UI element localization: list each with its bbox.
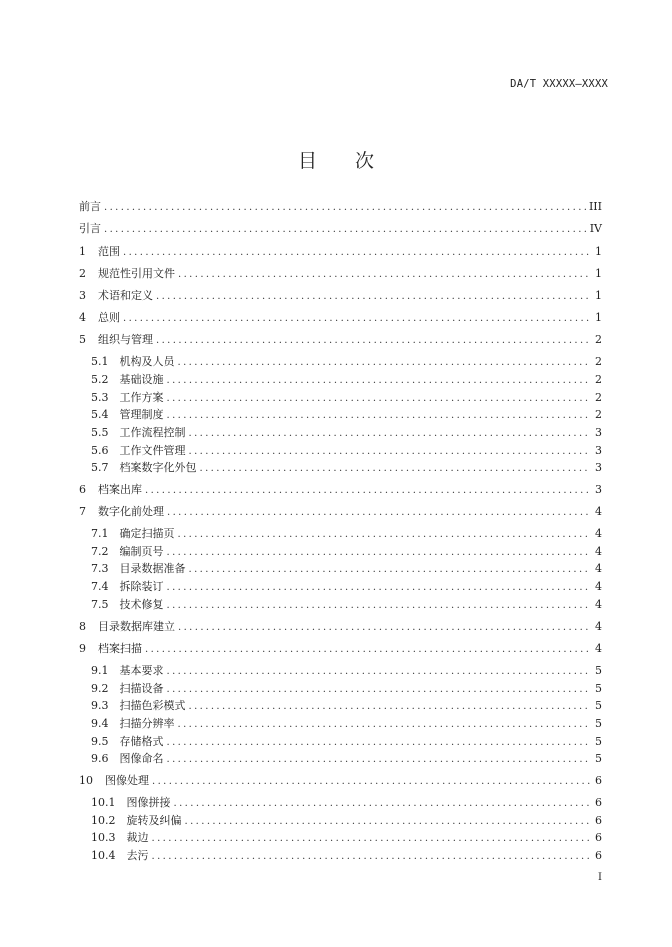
- toc-entry[interactable]: [91, 663, 602, 679]
- toc-entry-label: 拆除装订: [119, 580, 164, 593]
- toc-entry-label: 图像命名: [119, 752, 164, 765]
- dot-leader: [167, 664, 592, 680]
- dot-leader: [152, 774, 591, 790]
- toc-entry-label: 裁边: [126, 831, 149, 844]
- toc-entry-number: 1: [79, 245, 86, 258]
- dot-leader: [152, 831, 592, 847]
- toc-entry-number: 7.2: [91, 545, 109, 558]
- dot-leader: [189, 699, 592, 715]
- toc-entry-label: 档案扫描: [98, 642, 142, 655]
- toc-entry-page: 6: [595, 849, 602, 862]
- toc-entry[interactable]: [79, 641, 602, 657]
- toc-entry[interactable]: [91, 716, 602, 732]
- toc-entry[interactable]: [79, 482, 602, 498]
- toc-entry-label: 扫描色彩模式: [119, 699, 186, 712]
- toc-title-part2: 次: [355, 150, 375, 172]
- toc-entry-number: 10.4: [91, 849, 116, 862]
- toc-entry[interactable]: [91, 681, 602, 697]
- dot-leader: [167, 391, 592, 407]
- toc-entry-page: 4: [595, 580, 602, 593]
- toc-entry-number: 9.4: [91, 717, 109, 730]
- toc-entry-label: 旋转及纠偏: [126, 814, 182, 827]
- toc-entry[interactable]: [91, 830, 602, 846]
- dot-leader: [167, 580, 592, 596]
- toc-entry-page: 6: [595, 814, 602, 827]
- toc-entry-number: 9.6: [91, 752, 109, 765]
- toc-entry-number: 9.5: [91, 735, 109, 748]
- toc-entry[interactable]: [79, 332, 602, 348]
- toc-entry-page: 1: [595, 289, 602, 302]
- toc-entry[interactable]: [91, 579, 602, 595]
- toc-entry[interactable]: [91, 698, 602, 714]
- toc-entry[interactable]: [79, 221, 602, 237]
- toc-entry-label: 存储格式: [119, 735, 164, 748]
- toc-entry-label: 基本要求: [119, 664, 164, 677]
- dot-leader: [189, 562, 592, 578]
- toc-entry[interactable]: [91, 443, 602, 459]
- toc-entry-page: 4: [595, 562, 602, 575]
- toc-entry-label: 范围: [98, 245, 120, 258]
- toc-entry-number: 9: [79, 642, 86, 655]
- toc-entry-number: 10.1: [91, 796, 116, 809]
- toc-entry-number: 5.6: [91, 444, 109, 457]
- toc-entry-label: 目录数据库建立: [98, 620, 175, 633]
- toc-entry-label: 档案数字化外包: [119, 461, 197, 474]
- toc-entry-number: 7.3: [91, 562, 109, 575]
- dot-leader: [167, 682, 592, 698]
- toc-entry-label: 工作文件管理: [119, 444, 186, 457]
- toc-entry-label: 图像拼接: [126, 796, 171, 809]
- toc-entry-page: 4: [595, 620, 602, 633]
- toc-entry-number: 5.1: [91, 355, 109, 368]
- toc-entry[interactable]: [91, 372, 602, 388]
- toc-entry[interactable]: [91, 390, 602, 406]
- toc-entry-label: 基础设施: [119, 373, 164, 386]
- toc-entry-label: 档案出库: [98, 483, 142, 496]
- dot-leader: [167, 545, 592, 561]
- dot-leader: [167, 408, 592, 424]
- toc-entry-label: 图像处理: [105, 774, 149, 787]
- dot-leader: [152, 849, 592, 865]
- toc-entry-label: 目录数据准备: [119, 562, 186, 575]
- dot-leader: [178, 355, 592, 371]
- toc-entry-page: 4: [595, 642, 602, 655]
- toc-entry-number: 5.5: [91, 426, 109, 439]
- toc-entry-number: 4: [79, 311, 86, 324]
- toc-entry-page: 1: [595, 245, 602, 258]
- dot-leader: [178, 527, 592, 543]
- toc-entry-number: 3: [79, 289, 86, 302]
- toc-entry-number: 5.7: [91, 461, 109, 474]
- toc-entry-label: 管理制度: [119, 408, 164, 421]
- toc-entry-page: 2: [595, 391, 602, 404]
- toc-entry-label: 工作方案: [119, 391, 164, 404]
- toc-entry-number: 5.4: [91, 408, 109, 421]
- toc-entry[interactable]: [91, 526, 602, 542]
- toc-entry-page: 5: [595, 752, 602, 765]
- toc-entry[interactable]: [91, 460, 602, 476]
- dot-leader: [145, 483, 591, 499]
- toc-entry-page: 5: [595, 735, 602, 748]
- toc-title: [0, 146, 672, 173]
- toc-entry-page: 1: [595, 267, 602, 280]
- toc-entry-label: 扫描设备: [119, 682, 164, 695]
- toc-entry-label: 规范性引用文件: [98, 267, 175, 280]
- toc-entry-page: 2: [595, 333, 602, 346]
- dot-leader: [156, 289, 591, 305]
- toc-entry-page: 5: [595, 699, 602, 712]
- toc-entry[interactable]: [79, 773, 602, 789]
- toc-entry-page: 4: [595, 545, 602, 558]
- dot-leader: [167, 373, 592, 389]
- toc-entry-page: 5: [595, 664, 602, 677]
- toc-entry[interactable]: [79, 244, 602, 260]
- toc-entry-number: 7: [79, 505, 86, 518]
- dot-leader: [104, 222, 587, 238]
- toc-entry-number: 7.1: [91, 527, 109, 540]
- toc-entry-number: 2: [79, 267, 86, 280]
- document-code: DA/T XXXXX—XXXX: [510, 78, 608, 90]
- toc-entry-page: 6: [595, 831, 602, 844]
- toc-entry-label: 机构及人员: [119, 355, 175, 368]
- toc-entry[interactable]: [91, 407, 602, 423]
- toc-entry-page: 5: [595, 682, 602, 695]
- toc-entry[interactable]: [91, 751, 602, 767]
- dot-leader: [185, 814, 592, 830]
- toc-entry-page: 1: [595, 311, 602, 324]
- toc-entry[interactable]: [91, 561, 602, 577]
- toc-entry-page: IV: [589, 222, 602, 235]
- toc-entry[interactable]: [79, 266, 602, 282]
- toc-entry-page: 2: [595, 355, 602, 368]
- toc-entry[interactable]: [91, 597, 602, 613]
- dot-leader: [167, 505, 591, 521]
- toc-entry-number: 7.4: [91, 580, 109, 593]
- toc-entry-number: 8: [79, 620, 86, 633]
- toc-entry-page: 3: [595, 444, 602, 457]
- toc-entry-page: 3: [595, 483, 602, 496]
- toc-entry-number: 10.3: [91, 831, 116, 844]
- toc-entry-page: 4: [595, 527, 602, 540]
- toc-entry-number: 10: [79, 774, 93, 787]
- toc-entry-number: 5.3: [91, 391, 109, 404]
- dot-leader: [156, 333, 591, 349]
- toc-entry[interactable]: [79, 288, 602, 304]
- toc-entry-page: 4: [595, 505, 602, 518]
- toc-entry-label: 扫描分辨率: [119, 717, 175, 730]
- page-number: I: [598, 872, 602, 883]
- toc-title-part1: 目: [297, 150, 317, 172]
- toc-entry-number: 9.3: [91, 699, 109, 712]
- toc-entry-label: 数字化前处理: [98, 505, 164, 518]
- dot-leader: [178, 267, 591, 283]
- dot-leader: [104, 200, 586, 216]
- toc-entry-number: 6: [79, 483, 86, 496]
- toc-entry-label: 技术修复: [119, 598, 164, 611]
- dot-leader: [167, 598, 592, 614]
- toc-entry-page: 3: [595, 461, 602, 474]
- toc-entry-page: 3: [595, 426, 602, 439]
- toc-entry[interactable]: [91, 544, 602, 560]
- dot-leader: [167, 735, 592, 751]
- toc-entry-label: 引言: [79, 222, 101, 235]
- toc-entry-label: 确定扫描页: [119, 527, 175, 540]
- toc-entry-label: 术语和定义: [98, 289, 153, 302]
- toc-entry-page: 6: [595, 796, 602, 809]
- toc-entry-label: 去污: [126, 849, 149, 862]
- toc-entry-label: 工作流程控制: [119, 426, 186, 439]
- toc-entry[interactable]: [79, 504, 602, 520]
- toc-entry-label: 总则: [98, 311, 120, 324]
- toc-entry-number: 7.5: [91, 598, 109, 611]
- dot-leader: [145, 642, 591, 658]
- toc-entry[interactable]: [79, 199, 602, 215]
- dot-leader: [200, 461, 592, 477]
- toc-entry-number: 10.2: [91, 814, 116, 827]
- toc-entry[interactable]: [91, 813, 602, 829]
- toc-entry-page: 4: [595, 598, 602, 611]
- toc-entry-label: 前言: [79, 200, 101, 213]
- toc-entry-label: 组织与管理: [98, 333, 153, 346]
- toc-entry[interactable]: [79, 310, 602, 326]
- toc-entry-page: 2: [595, 408, 602, 421]
- dot-leader: [178, 717, 592, 733]
- toc-entry-label: 编制页号: [119, 545, 164, 558]
- dot-leader: [189, 426, 592, 442]
- toc-entry-number: 9.1: [91, 664, 109, 677]
- dot-leader: [123, 311, 591, 327]
- dot-leader: [178, 620, 591, 636]
- toc-entry-page: 2: [595, 373, 602, 386]
- toc-entry[interactable]: [91, 848, 602, 864]
- toc-entry-page: 5: [595, 717, 602, 730]
- toc-entry[interactable]: [91, 354, 602, 370]
- toc-entry-number: 5: [79, 333, 86, 346]
- toc-entry-number: 9.2: [91, 682, 109, 695]
- toc-entry-number: 5.2: [91, 373, 109, 386]
- toc-entry[interactable]: [91, 795, 602, 811]
- dot-leader: [189, 444, 592, 460]
- toc-entry-page: III: [588, 200, 602, 213]
- toc-entry[interactable]: [91, 734, 602, 750]
- dot-leader: [123, 245, 591, 261]
- dot-leader: [174, 796, 592, 812]
- toc-entry[interactable]: [91, 425, 602, 441]
- dot-leader: [167, 752, 592, 768]
- toc-entry-page: 6: [595, 774, 602, 787]
- toc-entry[interactable]: [79, 619, 602, 635]
